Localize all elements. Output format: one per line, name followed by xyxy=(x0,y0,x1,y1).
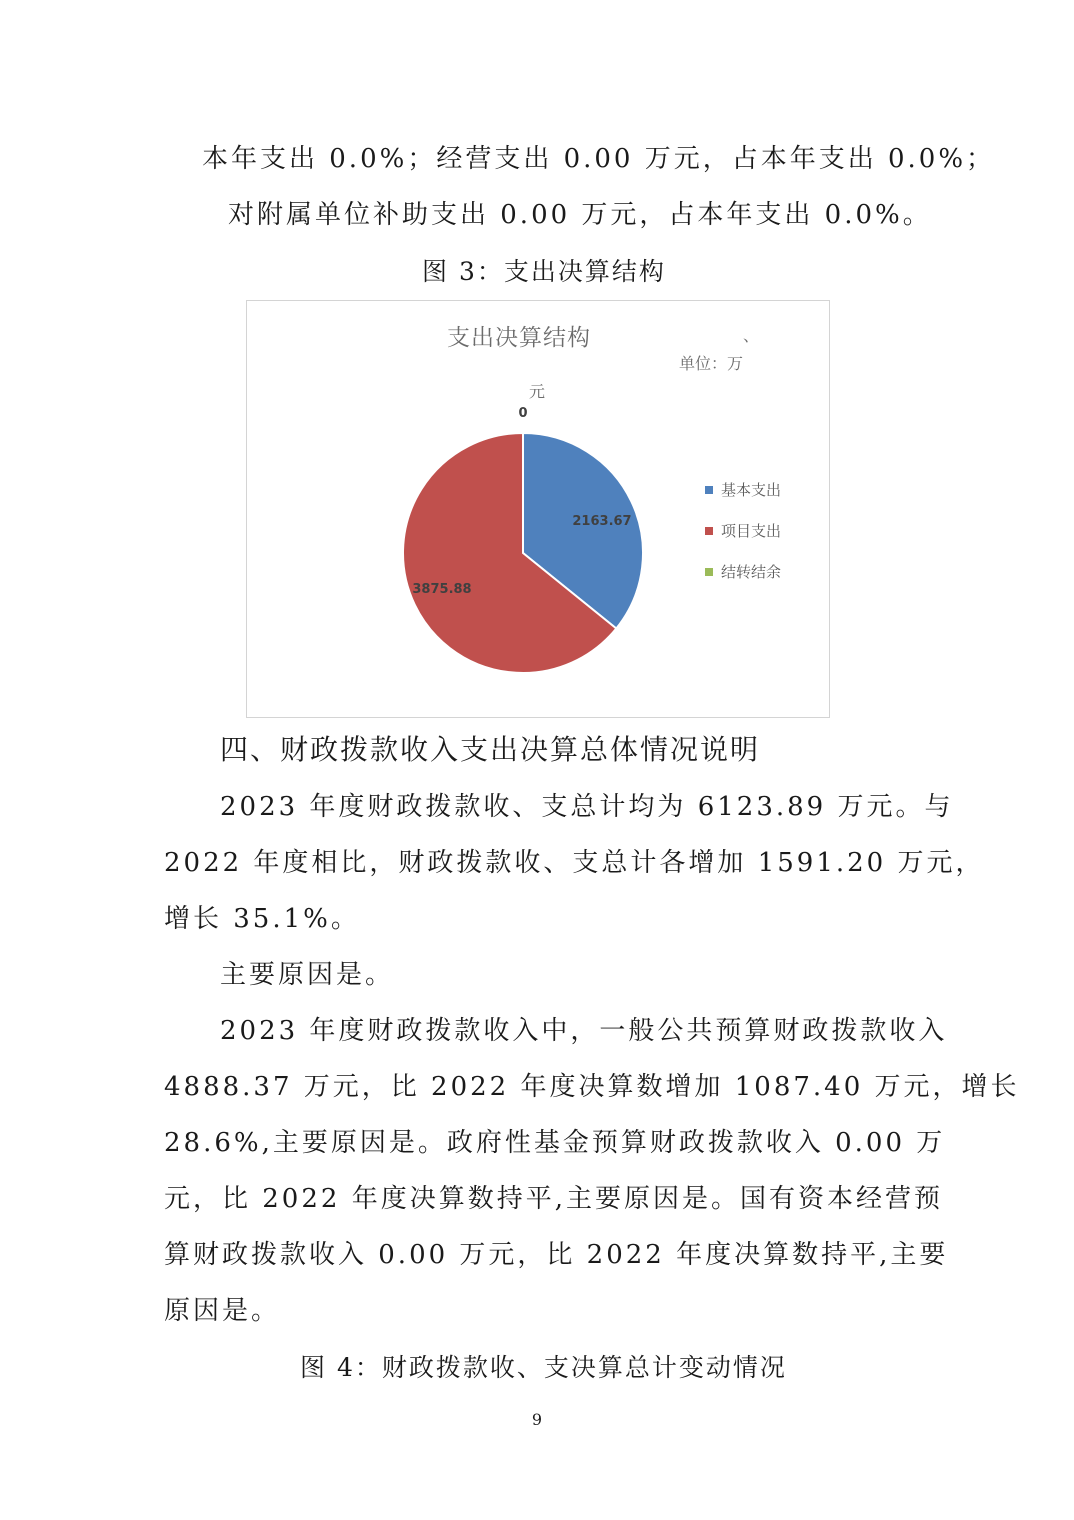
chart-unit-mark: 、 xyxy=(743,326,760,345)
pie-chart xyxy=(246,300,830,718)
paragraph-line: 2023 年度财政拨款收入中，一般公共预算财政拨款收入 xyxy=(220,1016,948,1046)
chart-legend xyxy=(705,469,781,592)
pie-data-label: 0 xyxy=(518,406,528,421)
legend-swatch xyxy=(705,527,713,535)
paragraph-line: 2023 年度财政拨款收、支总计均为 6123.89 万元。与 xyxy=(220,792,954,822)
legend-label: 结转结余 xyxy=(721,563,782,581)
paragraph-line: 增长 35.1%。 xyxy=(164,904,360,934)
paragraph-line: 28.6%,主要原因是。政府性基金预算财政拨款收入 0.00 万 xyxy=(164,1128,946,1158)
legend-label: 项目支出 xyxy=(721,522,782,540)
page-number: 9 xyxy=(531,1410,543,1429)
legend-item xyxy=(705,551,781,592)
paragraph-line: 算财政拨款收入 0.00 万元，比 2022 年度决算数持平,主要 xyxy=(164,1240,949,1270)
paragraph-line: 主要原因是。 xyxy=(220,960,395,990)
chart-title: 支出决算结构 xyxy=(447,325,591,351)
figure-4-caption: 图 4：财政拨款收、支决算总计变动情况 xyxy=(300,1353,787,1382)
paragraph-line: 本年支出 0.0%；经营支出 0.00 万元，占本年支出 0.0%； xyxy=(202,144,996,174)
legend-label: 基本支出 xyxy=(721,481,782,499)
legend-swatch xyxy=(705,568,713,576)
paragraph-line: 4888.37 万元，比 2022 年度决算数增加 1087.40 万元，增长 xyxy=(164,1072,1020,1102)
section-4-heading: 四、财政拨款收入支出决算总体情况说明 xyxy=(220,733,761,766)
legend-item xyxy=(705,510,781,551)
pie-data-label: 3875.88 xyxy=(412,582,472,597)
paragraph-line: 对附属单位补助支出 0.00 万元，占本年支出 0.0%。 xyxy=(228,200,932,230)
paragraph-line: 2022 年度相比，财政拨款收、支总计各增加 1591.20 万元， xyxy=(164,848,985,878)
figure-3-caption: 图 3：支出决算结构 xyxy=(422,257,666,286)
legend-item xyxy=(705,469,781,510)
pie-data-label: 2163.67 xyxy=(572,514,632,529)
chart-unit-label: 单位：万 xyxy=(679,354,744,373)
chart-unit-label-cont: 元 xyxy=(529,382,546,401)
paragraph-line: 原因是。 xyxy=(164,1296,281,1326)
paragraph-line: 元，比 2022 年度决算数持平,主要原因是。国有资本经营预 xyxy=(164,1184,943,1214)
legend-swatch xyxy=(705,486,713,494)
